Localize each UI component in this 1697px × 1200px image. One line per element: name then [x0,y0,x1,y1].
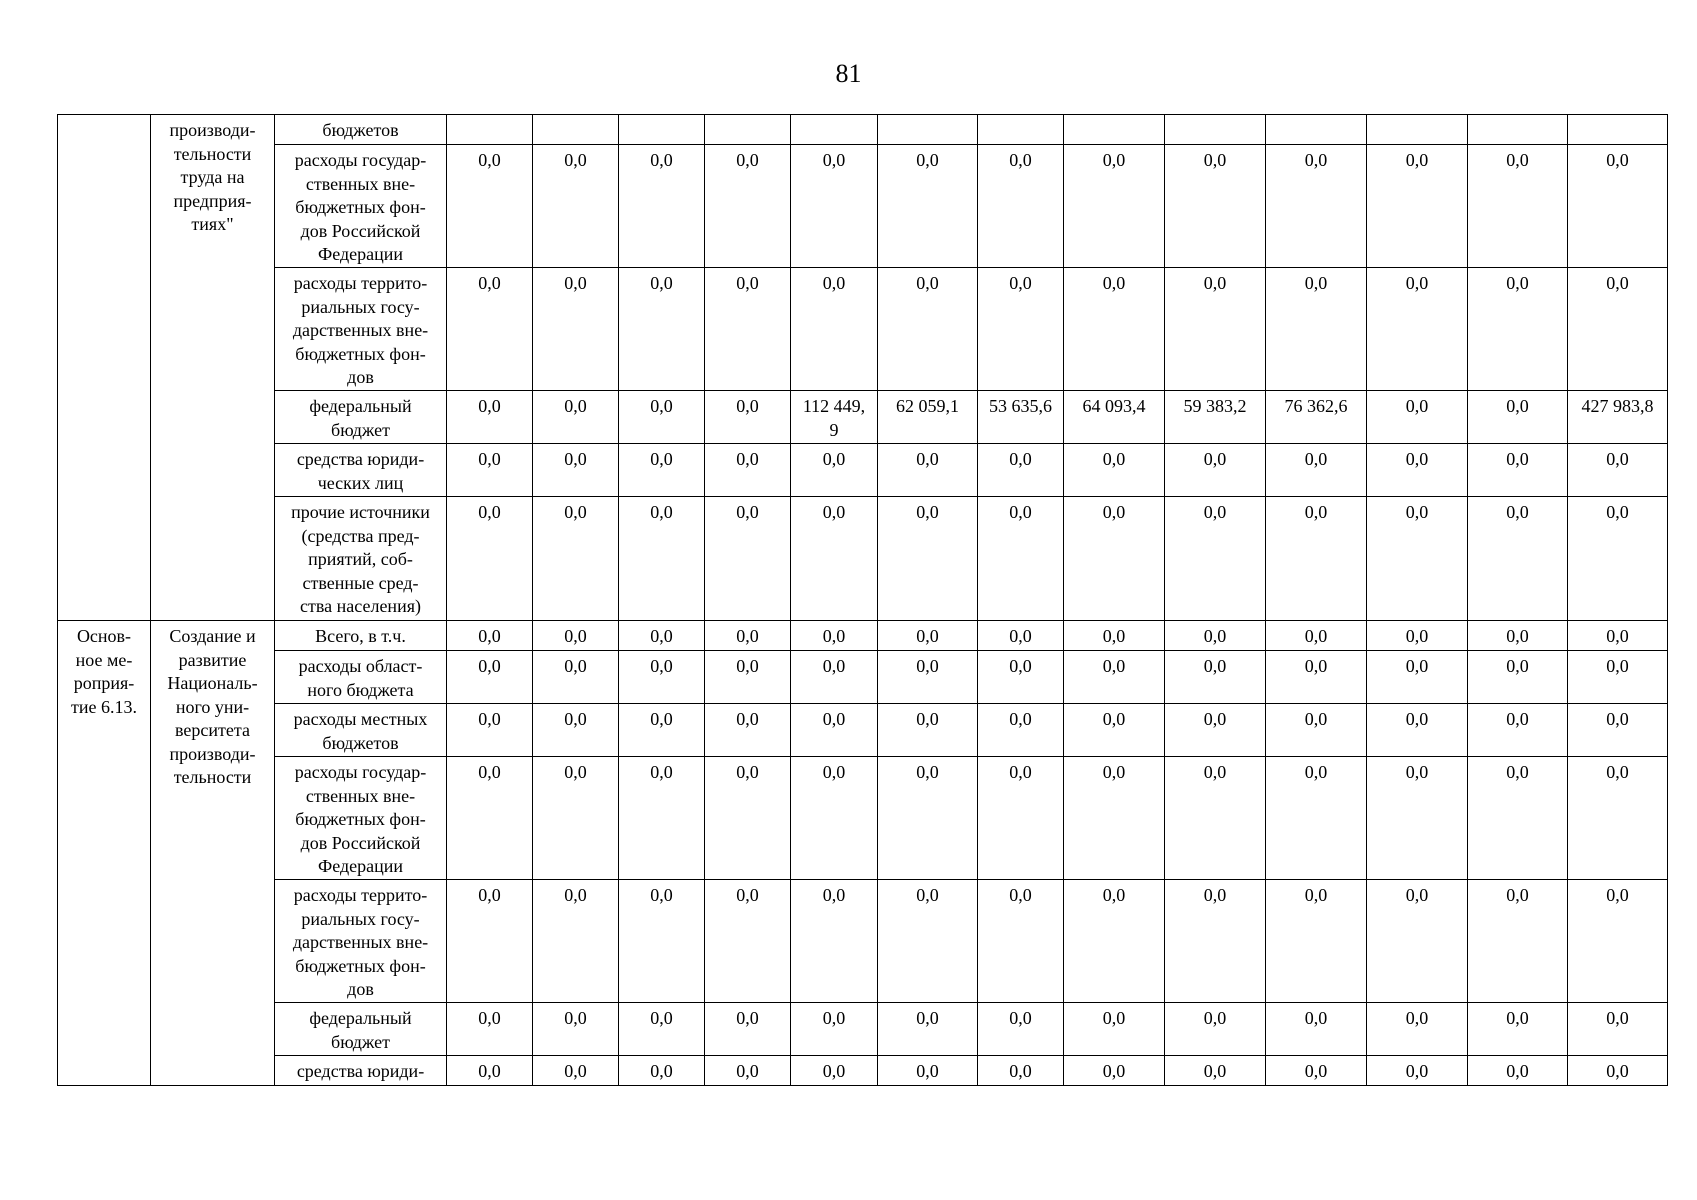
value-cell: 0,0 [1266,444,1367,497]
source-cell: расходы террито- риальных госу- дарственных вне- бюджетных фон- дов [275,880,447,1003]
table-row [58,880,1668,1003]
value-cell: 0,0 [1266,651,1367,704]
value-cell: 0,0 [1266,704,1367,757]
value-cell: 0,0 [533,497,619,621]
value-cell: 0,0 [978,621,1064,651]
table-row [58,621,1668,651]
value-cell: 0,0 [978,268,1064,391]
value-cell: 0,0 [1367,391,1468,444]
value-cell: 0,0 [533,651,619,704]
value-cell: 59 383,2 [1165,391,1266,444]
value-cell [1468,115,1568,145]
value-cell: 0,0 [1568,497,1668,621]
table-row [58,391,1668,444]
value-cell [447,115,533,145]
source-cell: средства юриди- [275,1056,447,1086]
value-cell: 0,0 [1468,651,1568,704]
value-cell: 0,0 [1468,880,1568,1003]
status-cell [58,115,151,621]
value-cell: 0,0 [1064,1003,1165,1056]
value-cell: 0,0 [1367,268,1468,391]
value-cell: 0,0 [705,497,791,621]
value-cell: 0,0 [619,757,705,880]
value-cell: 0,0 [447,268,533,391]
value-cell: 0,0 [1064,621,1165,651]
value-cell: 0,0 [791,880,878,1003]
value-cell: 0,0 [1367,704,1468,757]
value-cell: 0,0 [1468,757,1568,880]
value-cell: 0,0 [1568,1003,1668,1056]
source-cell: средства юриди- ческих лиц [275,444,447,497]
value-cell: 0,0 [1165,880,1266,1003]
value-cell: 0,0 [1468,704,1568,757]
value-cell: 0,0 [1367,145,1468,268]
value-cell [1367,115,1468,145]
value-cell: 0,0 [978,880,1064,1003]
value-cell: 0,0 [533,704,619,757]
value-cell: 0,0 [1468,444,1568,497]
source-cell: расходы местных бюджетов [275,704,447,757]
value-cell: 0,0 [878,621,978,651]
value-cell: 0,0 [619,621,705,651]
value-cell: 0,0 [791,497,878,621]
value-cell: 0,0 [705,880,791,1003]
value-cell [1165,115,1266,145]
value-cell: 0,0 [1266,268,1367,391]
status-cell: Основ- ное ме- роприя- тие 6.13. [58,621,151,1086]
value-cell [1568,115,1668,145]
value-cell: 0,0 [1266,621,1367,651]
table-row [58,268,1668,391]
value-cell: 76 362,6 [1266,391,1367,444]
value-cell: 0,0 [533,268,619,391]
value-cell [978,115,1064,145]
value-cell: 0,0 [978,757,1064,880]
table-row [58,444,1668,497]
table-row [58,651,1668,704]
value-cell: 0,0 [447,391,533,444]
value-cell: 0,0 [447,704,533,757]
value-cell: 0,0 [705,757,791,880]
value-cell: 0,0 [1568,145,1668,268]
value-cell: 0,0 [1568,757,1668,880]
value-cell: 0,0 [447,651,533,704]
value-cell: 0,0 [1064,651,1165,704]
event-name-cell: Создание и развитие Националь- ного уни- верситета производи- тельности [151,621,275,1086]
value-cell [1266,115,1367,145]
value-cell: 0,0 [1064,145,1165,268]
value-cell: 0,0 [705,1003,791,1056]
value-cell: 0,0 [705,651,791,704]
budget-table-body [58,115,1668,1086]
value-cell [791,115,878,145]
value-cell: 0,0 [1568,1056,1668,1086]
value-cell: 0,0 [1568,704,1668,757]
value-cell: 427 983,8 [1568,391,1668,444]
value-cell: 0,0 [1367,757,1468,880]
source-cell: федеральный бюджет [275,391,447,444]
value-cell: 0,0 [978,1003,1064,1056]
value-cell: 0,0 [878,1003,978,1056]
value-cell: 0,0 [1468,145,1568,268]
source-cell: расходы террито- риальных госу- дарственных вне- бюджетных фон- дов [275,268,447,391]
value-cell: 0,0 [1266,1003,1367,1056]
value-cell: 0,0 [533,391,619,444]
value-cell: 0,0 [1064,444,1165,497]
value-cell: 0,0 [447,880,533,1003]
source-cell: федеральный бюджет [275,1003,447,1056]
value-cell: 0,0 [1266,1056,1367,1086]
value-cell: 0,0 [705,444,791,497]
value-cell: 0,0 [791,651,878,704]
value-cell: 0,0 [1468,1056,1568,1086]
page-number: 81 [835,59,862,88]
value-cell: 0,0 [447,757,533,880]
value-cell: 0,0 [878,704,978,757]
table-row [58,1056,1668,1086]
value-cell: 0,0 [533,1056,619,1086]
value-cell: 0,0 [1367,880,1468,1003]
value-cell: 0,0 [619,391,705,444]
value-cell: 0,0 [791,621,878,651]
value-cell: 0,0 [705,704,791,757]
value-cell: 0,0 [533,757,619,880]
value-cell: 0,0 [878,268,978,391]
value-cell [533,115,619,145]
value-cell: 0,0 [619,145,705,268]
value-cell: 0,0 [791,145,878,268]
value-cell: 0,0 [791,268,878,391]
value-cell: 0,0 [1064,880,1165,1003]
value-cell: 0,0 [533,621,619,651]
source-cell: бюджетов [275,115,447,145]
value-cell: 0,0 [1064,268,1165,391]
value-cell: 0,0 [619,1056,705,1086]
source-cell: прочие источники (средства пред- приятий, соб- ственные сред- ства населения) [275,497,447,621]
source-cell: расходы государ- ственных вне- бюджетных фон- дов Российской Федерации [275,757,447,880]
value-cell: 0,0 [878,757,978,880]
value-cell [619,115,705,145]
value-cell: 0,0 [1367,1056,1468,1086]
value-cell: 0,0 [533,145,619,268]
value-cell: 0,0 [1367,651,1468,704]
value-cell: 0,0 [533,1003,619,1056]
value-cell: 0,0 [447,1003,533,1056]
value-cell: 0,0 [978,497,1064,621]
value-cell: 0,0 [1165,704,1266,757]
value-cell [705,115,791,145]
value-cell: 0,0 [705,268,791,391]
value-cell: 0,0 [1568,880,1668,1003]
value-cell: 0,0 [1367,1003,1468,1056]
value-cell: 0,0 [1266,497,1367,621]
value-cell: 0,0 [705,621,791,651]
value-cell: 64 093,4 [1064,391,1165,444]
source-cell: расходы област- ного бюджета [275,651,447,704]
value-cell: 0,0 [1165,621,1266,651]
value-cell: 0,0 [1064,704,1165,757]
value-cell: 0,0 [878,497,978,621]
value-cell: 0,0 [619,268,705,391]
value-cell: 0,0 [619,1003,705,1056]
value-cell: 0,0 [1468,1003,1568,1056]
value-cell: 0,0 [447,1056,533,1086]
value-cell: 0,0 [705,391,791,444]
value-cell: 0,0 [878,880,978,1003]
table-row [58,757,1668,880]
table-row [58,145,1668,268]
event-name-cell: производи- тельности труда на предприя- тиях" [151,115,275,621]
value-cell [878,115,978,145]
value-cell: 0,0 [1468,391,1568,444]
value-cell: 0,0 [1165,145,1266,268]
value-cell: 0,0 [705,1056,791,1086]
value-cell: 0,0 [619,880,705,1003]
value-cell: 112 449, 9 [791,391,878,444]
value-cell: 0,0 [1568,651,1668,704]
value-cell: 0,0 [1064,1056,1165,1086]
value-cell: 0,0 [1568,621,1668,651]
value-cell: 0,0 [1468,268,1568,391]
value-cell: 0,0 [1266,757,1367,880]
value-cell: 62 059,1 [878,391,978,444]
value-cell [1064,115,1165,145]
value-cell: 0,0 [447,444,533,497]
value-cell: 0,0 [1568,268,1668,391]
value-cell: 0,0 [447,145,533,268]
value-cell: 0,0 [978,1056,1064,1086]
value-cell: 0,0 [447,497,533,621]
value-cell: 0,0 [978,704,1064,757]
source-cell: расходы государ- ственных вне- бюджетных фон- дов Российской Федерации [275,145,447,268]
value-cell: 0,0 [878,1056,978,1086]
value-cell: 0,0 [1064,497,1165,621]
table-row [58,1003,1668,1056]
value-cell: 0,0 [791,444,878,497]
budget-table [57,114,1668,1086]
value-cell: 0,0 [791,1056,878,1086]
value-cell: 0,0 [619,651,705,704]
value-cell: 0,0 [1165,1056,1266,1086]
table-row [58,115,1668,145]
value-cell: 0,0 [791,1003,878,1056]
value-cell: 0,0 [1367,444,1468,497]
value-cell: 0,0 [878,145,978,268]
value-cell: 0,0 [978,444,1064,497]
value-cell: 0,0 [1266,145,1367,268]
table-row [58,704,1668,757]
value-cell: 0,0 [1165,757,1266,880]
value-cell: 0,0 [1468,621,1568,651]
value-cell: 0,0 [1165,1003,1266,1056]
value-cell: 0,0 [1165,497,1266,621]
value-cell: 0,0 [533,444,619,497]
value-cell: 0,0 [1367,621,1468,651]
value-cell: 0,0 [1468,497,1568,621]
value-cell: 0,0 [878,444,978,497]
value-cell: 0,0 [1367,497,1468,621]
value-cell: 0,0 [705,145,791,268]
value-cell: 0,0 [447,621,533,651]
value-cell: 53 635,6 [978,391,1064,444]
value-cell: 0,0 [878,651,978,704]
value-cell: 0,0 [619,704,705,757]
value-cell: 0,0 [1568,444,1668,497]
value-cell: 0,0 [1064,757,1165,880]
value-cell: 0,0 [619,444,705,497]
source-cell: Всего, в т.ч. [275,621,447,651]
value-cell: 0,0 [1165,444,1266,497]
value-cell: 0,0 [791,704,878,757]
value-cell: 0,0 [619,497,705,621]
table-row [58,497,1668,621]
value-cell: 0,0 [1165,268,1266,391]
value-cell: 0,0 [978,651,1064,704]
value-cell: 0,0 [1266,880,1367,1003]
value-cell: 0,0 [791,757,878,880]
value-cell: 0,0 [533,880,619,1003]
value-cell: 0,0 [978,145,1064,268]
value-cell: 0,0 [1165,651,1266,704]
